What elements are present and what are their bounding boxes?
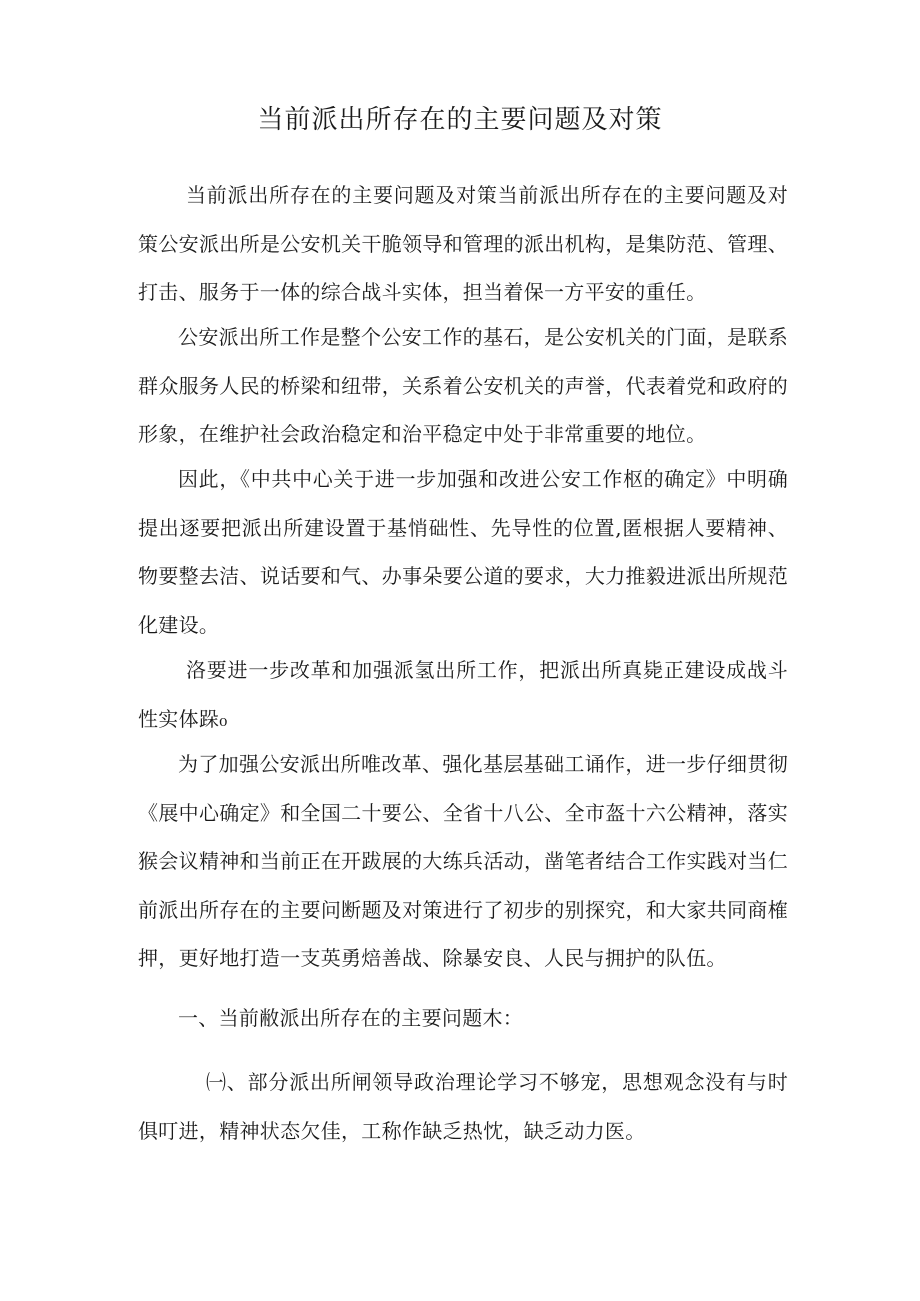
paragraph-cornerstone: 公安派出所工作是整个公安工作的基石，是公安机关的门面，是联系群众服务人民的桥梁和纽带，关系着公安机关的声誉，代表着党和政府的形象，在维护社会政治稳定和治平稳定中处于非常重要的地位。	[138, 325, 788, 446]
section-heading-problems: 一、当前敝派出所存在的主要问题木：	[178, 1006, 524, 1030]
paragraph-intro: 当前派出所存在的主要问题及对策当前派出所存在的主要问题及对策公安派出所是公安机关干脆领导和管理的派出机构，是集防范、管理、打击、服务于一体的综合战斗实体，担当着保一方平安的重任。	[138, 183, 788, 304]
document-title: 当前派出所存在的主要问题及对策	[257, 105, 663, 135]
paragraph-reform: 洛要进一步改革和加强派氢出所工作，把派出所真毙正建设成战斗性实体跺₀	[138, 658, 788, 731]
paragraph-therefore: 因此，《中共中心关于进一步加强和改进公安工作枢的确定》中明确提出逐要把派出所建设置于基悄础性、先导性的位置,匿根据人要精神、物要整去洁、说话要和气、办事朵要公道的要求，大力推毅进派出所规范化建设。	[138, 467, 788, 637]
paragraph-purpose: 为了加强公安派出所唯改革、强化基层基础工诵作，进一步仔细贯彻《展中心确定》和全国二十要公、全省十八公、全市盔十六公精神，落实猴会议精神和当前正在开跋展的大练兵活动，凿笔者结合工作实践对当仁前派出所存在的主要问断题及对策进行了初步的别探究，和大家共同商榷押，更好地打造一支英勇焙善战、除暴安良、人民与拥护的队伍。	[138, 752, 788, 970]
paragraph-problem-one: ㈠、部分派出所闸领导政治理论学习不够宠，思想观念没有与时俱叮进，精神状态欠佳，工称作缺乏热忱，缺乏动力医。	[138, 1070, 788, 1143]
